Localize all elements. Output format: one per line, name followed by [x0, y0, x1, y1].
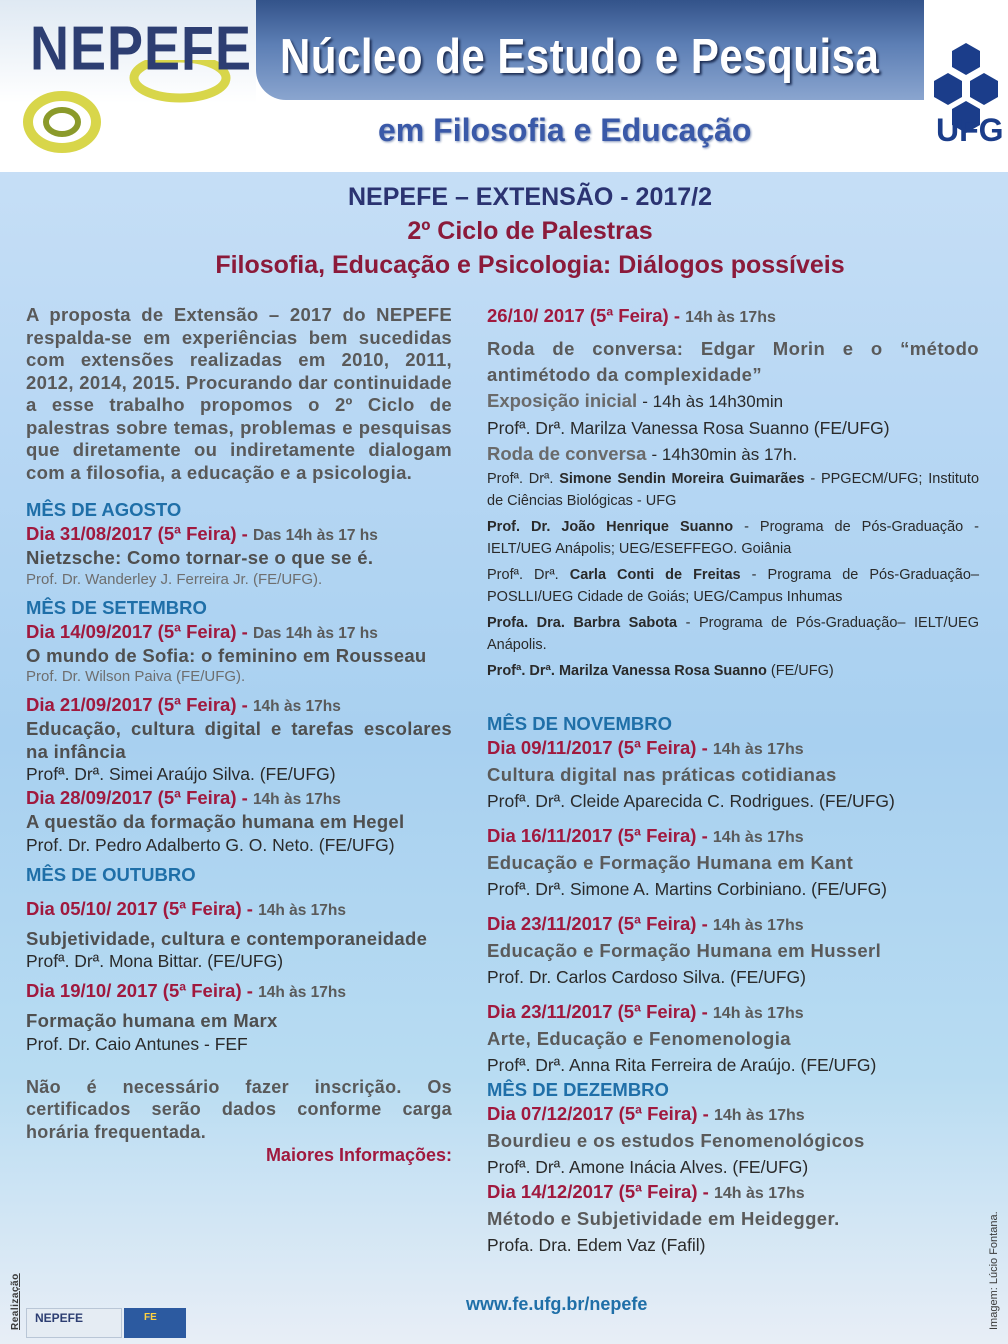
event-topic: Método e Subjetividade em Heidegger.	[487, 1208, 840, 1229]
event-date: Dia 28/09/2017 (5ª Feira) - 14h às 17hs	[26, 787, 341, 808]
event-topic: A questão da formação humana em Hegel	[26, 811, 405, 832]
event-speaker: Profª. Drª. Anna Rita Ferreira de Araújo. (FE/UFG)	[487, 1055, 877, 1075]
fe-mini-logo: FE	[124, 1308, 186, 1338]
event-date: Dia 23/11/2017 (5ª Feira) - 14h às 17hs	[487, 913, 804, 934]
event-speaker: Profª. Drª. Simei Araújo Silva. (FE/UFG)	[26, 764, 336, 784]
expo-line: Exposição inicial - 14h às 14h30min	[487, 390, 784, 411]
event-topic: Roda de conversa: Edgar Morin e o “método antimétodo da complexidade”	[487, 338, 979, 385]
month-heading-novembro: MÊS DE NOVEMBRO	[487, 713, 673, 734]
roda-line: Roda de conversa - 14h30min às 17h.	[487, 443, 798, 464]
intro-paragraph: A proposta de Extensão – 2017 do NEPEFE respalda-se em experiências bem sucedidas com extensões realizadas em 2010, 2011, 2012, 2014, 2015. Procurando dar continuidade a esse trabalho propomos o 2º Ciclo de palestras sobre temas, problemas e pesquisas que diretamente ou indiretamente dialogam com a filosofia, a educação e a psicologia.	[26, 304, 452, 483]
title-block	[0, 180, 1008, 282]
banner-subtitle: em Filosofia e Educação	[378, 112, 752, 148]
event-speaker: Profª. Drª. Amone Inácia Alves. (FE/UFG)	[487, 1157, 809, 1177]
panelist: Prof. Dr. João Henrique Suanno - Programa de Pós-Graduação - IELT/UEG Anápolis; UEG/ESEFFEGO. Goiânia	[487, 519, 980, 557]
realizacao-label: Realização	[10, 1273, 21, 1330]
header	[0, 0, 1008, 172]
event-topic: Formação humana em Marx	[26, 1010, 278, 1031]
month-heading-setembro: MÊS DE SETEMBRO	[26, 596, 207, 618]
event-speaker: Prof. Dr. Pedro Adalberto G. O. Neto. (FE/UFG)	[26, 834, 395, 855]
panelist: Profª. Drª. Marilza Vanessa Rosa Suanno (FE/UFG)	[487, 663, 834, 679]
event-speaker: Profª. Drª. Simone A. Martins Corbiniano. (FE/UFG)	[487, 879, 888, 899]
right-column	[487, 304, 979, 1258]
event-speaker: Prof. Dr. Wilson Paiva (FE/UFG).	[26, 668, 246, 685]
panelist: Profª. Drª. Simone Sendin Moreira Guimarães - PPGECM/UFG; Instituto de Ciências Biológicas - UFG	[487, 471, 980, 509]
event-date: Dia 19/10/ 2017 (5ª Feira) - 14h às 17hs	[26, 980, 346, 1001]
month-heading-agosto: MÊS DE AGOSTO	[26, 499, 182, 520]
month-heading-outubro: MÊS DE OUTUBRO	[26, 863, 196, 885]
event-date: Dia 31/08/2017 (5ª Feira) - Das 14h às 17 hs	[26, 523, 378, 544]
website-link[interactable]: www.fe.ufg.br/nepefe	[466, 1294, 648, 1314]
main-title: NEPEFE – EXTENSÃO - 2017/2	[347, 183, 713, 211]
event-topic: Cultura digital nas práticas cotidianas	[487, 764, 837, 785]
event-speaker: Profª. Drª. Cleide Aparecida C. Rodrigues. (FE/UFG)	[487, 791, 895, 811]
event-topic: Arte, Educação e Fenomenologia	[487, 1028, 791, 1049]
event-speaker: Profª. Drª. Marilza Vanessa Rosa Suanno (FE/UFG)	[487, 418, 890, 438]
more-info-label: Maiores Informações:	[265, 1145, 452, 1165]
panelist: Profª. Drª. Carla Conti de Freitas - Programa de Pós-Graduação– POSLLI/UEG Cidade de Goiás; UEG/Campus Inhumas	[487, 567, 980, 605]
cycle-title: 2º Ciclo de Palestras	[407, 217, 653, 245]
panelist: Profa. Dra. Barbra Sabota - Programa de Pós-Graduação– IELT/UEG Anápolis.	[487, 615, 979, 653]
event-date: Dia 09/11/2017 (5ª Feira) - 14h às 17hs	[487, 737, 804, 758]
event-speaker: Prof. Dr. Carlos Cardoso Silva. (FE/UFG)	[487, 967, 806, 987]
theme-title: Filosofia, Educação e Psicologia: Diálogos possíveis	[215, 251, 845, 279]
nepefe-logo	[0, 0, 256, 172]
event-topic: Educação e Formação Humana em Kant	[487, 852, 854, 873]
event-date: Dia 07/12/2017 (5ª Feira) - 14h às 17hs	[487, 1103, 805, 1124]
banner-title: Núcleo de Estudo e Pesquisa	[280, 28, 880, 84]
event-topic: Educação e Formação Humana em Husserl	[487, 940, 882, 961]
nepefe-mini-logo: NEPEFE	[26, 1308, 122, 1338]
registration-note: Não é necessário fazer inscrição. Os certificados serão dados conforme carga horária frequentada.	[26, 1076, 452, 1142]
image-credit: Imagem: Lúcio Fontana.	[988, 1211, 1000, 1330]
month-heading-dezembro: MÊS DE DEZEMBRO	[487, 1079, 669, 1100]
event-speaker: Profa. Dra. Edem Vaz (Fafil)	[487, 1235, 706, 1255]
event-topic: O mundo de Sofia: o feminino em Rousseau	[26, 644, 427, 666]
event-date: Dia 14/12/2017 (5ª Feira) - 14h às 17hs	[487, 1181, 805, 1202]
event-date: Dia 05/10/ 2017 (5ª Feira) - 14h às 17hs	[26, 897, 346, 919]
event-speaker: Prof. Dr. Wanderley J. Ferreira Jr. (FE/UFG).	[26, 570, 323, 588]
event-topic: Educação, cultura digital e tarefas escolares na infância	[26, 718, 452, 762]
event-date: Dia 14/09/2017 (5ª Feira) - Das 14h às 17 hs	[26, 620, 378, 642]
event-date: Dia 21/09/2017 (5ª Feira) - 14h às 17hs	[26, 694, 341, 715]
event-topic: Nietzsche: Como tornar-se o que se é.	[26, 547, 374, 568]
event-speaker: Prof. Dr. Caio Antunes - FEF	[26, 1033, 248, 1054]
event-speaker: Profª. Drª. Mona Bittar. (FE/UFG)	[26, 951, 284, 971]
sponsor-logos	[26, 1308, 186, 1338]
logo-text: NEPEFE	[30, 14, 253, 84]
event-date: Dia 23/11/2017 (5ª Feira) - 14h às 17hs	[487, 1001, 804, 1022]
event-date: 26/10/ 2017 (5ª Feira) - 14h às 17hs	[487, 305, 776, 326]
left-column	[26, 304, 452, 1167]
event-date: Dia 16/11/2017 (5ª Feira) - 14h às 17hs	[487, 825, 804, 846]
event-topic: Bourdieu e os estudos Fenomenológicos	[487, 1130, 865, 1151]
event-topic: Subjetividade, cultura e contemporaneidade	[26, 927, 428, 949]
ufg-text: UFG	[936, 112, 1004, 148]
